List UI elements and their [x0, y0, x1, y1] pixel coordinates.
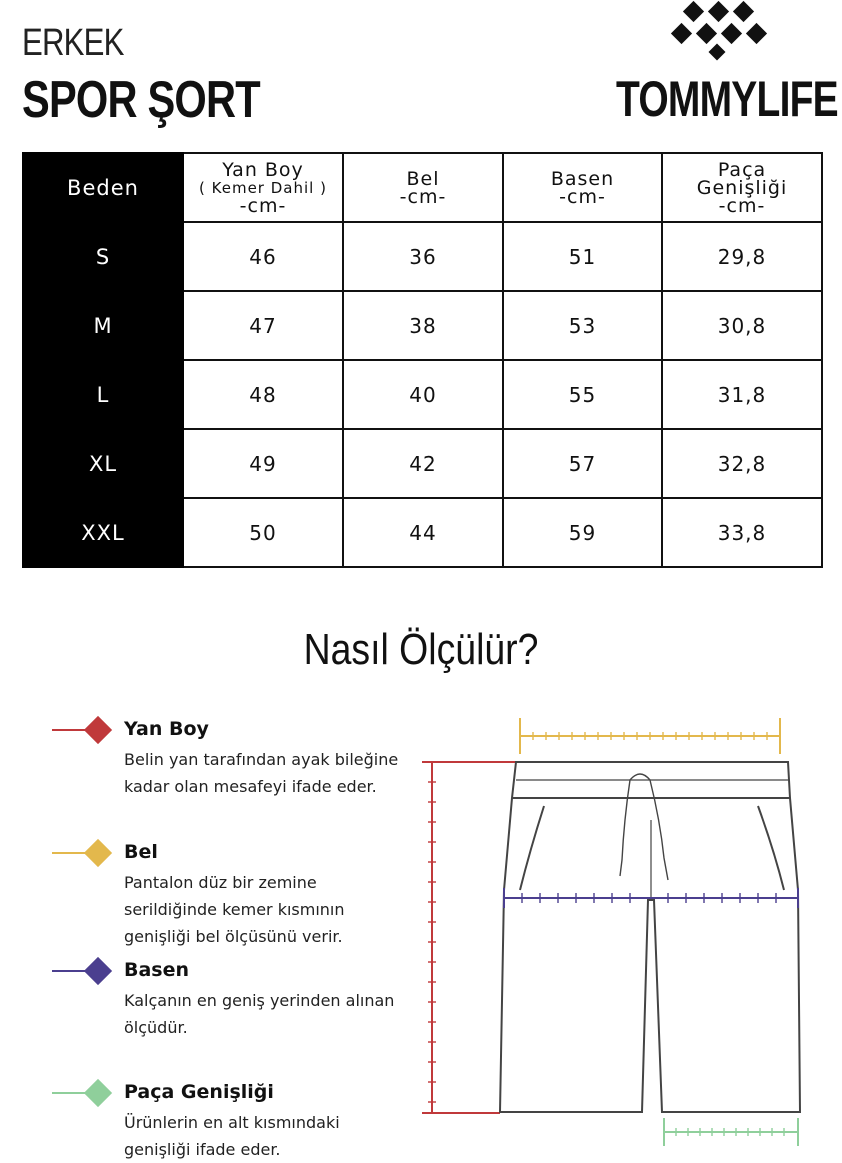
table-header-row — [23, 153, 822, 222]
shorts-diagram — [418, 710, 818, 1150]
legend-label: Paça Genişliği — [124, 1081, 274, 1103]
table-cell: 50 — [183, 498, 343, 567]
table-cell: 29,8 — [662, 222, 822, 291]
legend-label: Basen — [124, 959, 190, 981]
size-table — [22, 152, 823, 568]
table-cell: 32,8 — [662, 429, 822, 498]
table-cell: 31,8 — [662, 360, 822, 429]
legend-desc: Belin yan tarafından ayak bileğine kadar olan mesafeyi ifade eder. — [124, 750, 399, 796]
table-cell: 57 — [503, 429, 662, 498]
table-cell: 30,8 — [662, 291, 822, 360]
table-cell: 55 — [503, 360, 662, 429]
table-cell: 59 — [503, 498, 662, 567]
table-row — [23, 222, 822, 291]
size-cell: S — [23, 222, 183, 291]
subtitle: ERKEK — [22, 22, 124, 64]
size-cell: L — [23, 360, 183, 429]
table-cell: 44 — [343, 498, 503, 567]
diamond-marker-icon — [52, 715, 116, 745]
legend-label: Yan Boy — [124, 718, 209, 740]
legend-desc: Kalçanın en geniş yerinden alınan ölçüdür. — [124, 991, 395, 1037]
size-cell: XXL — [23, 498, 183, 567]
table-cell: 33,8 — [662, 498, 822, 567]
header-paca: Paça Genişliği -cm- — [662, 153, 822, 222]
table-cell: 46 — [183, 222, 343, 291]
size-cell: M — [23, 291, 183, 360]
table-cell: 47 — [183, 291, 343, 360]
header-bel: Bel -cm- — [343, 153, 503, 222]
table-row — [23, 360, 822, 429]
table-row — [23, 429, 822, 498]
shorts-outline — [500, 762, 800, 1112]
table-cell: 48 — [183, 360, 343, 429]
diamond-marker-icon — [52, 1078, 116, 1108]
table-cell: 38 — [343, 291, 503, 360]
table-row — [23, 291, 822, 360]
brand-logo-icon — [668, 0, 768, 62]
how-to-measure-title: Nasıl Ölçülür? — [303, 625, 539, 674]
table-cell: 40 — [343, 360, 503, 429]
table-cell: 51 — [503, 222, 662, 291]
leg-width-measure-line — [664, 1118, 798, 1146]
header-beden: Beden — [23, 153, 183, 222]
table-cell: 42 — [343, 429, 503, 498]
size-cell: XL — [23, 429, 183, 498]
waist-measure-line — [520, 718, 780, 754]
table-cell: 49 — [183, 429, 343, 498]
legend-label: Bel — [124, 841, 158, 863]
legend-desc: Pantalon düz bir zemine serildiğinde kemer kısmının genişliği bel ölçüsünü verir. — [124, 873, 345, 946]
brand-name: TOMMYLIFE — [616, 71, 838, 127]
table-cell: 53 — [503, 291, 662, 360]
header-yan-boy: Yan Boy ( Kemer Dahil ) -cm- — [183, 153, 343, 222]
diamond-marker-icon — [52, 838, 116, 868]
legend-desc: Ürünlerin en alt kısmındaki genişliği ifade eder. — [124, 1113, 340, 1159]
page-title: SPOR ŞORT — [22, 71, 260, 129]
diamond-marker-icon — [52, 956, 116, 986]
table-cell: 36 — [343, 222, 503, 291]
header-basen: Basen -cm- — [503, 153, 662, 222]
table-row — [23, 498, 822, 567]
